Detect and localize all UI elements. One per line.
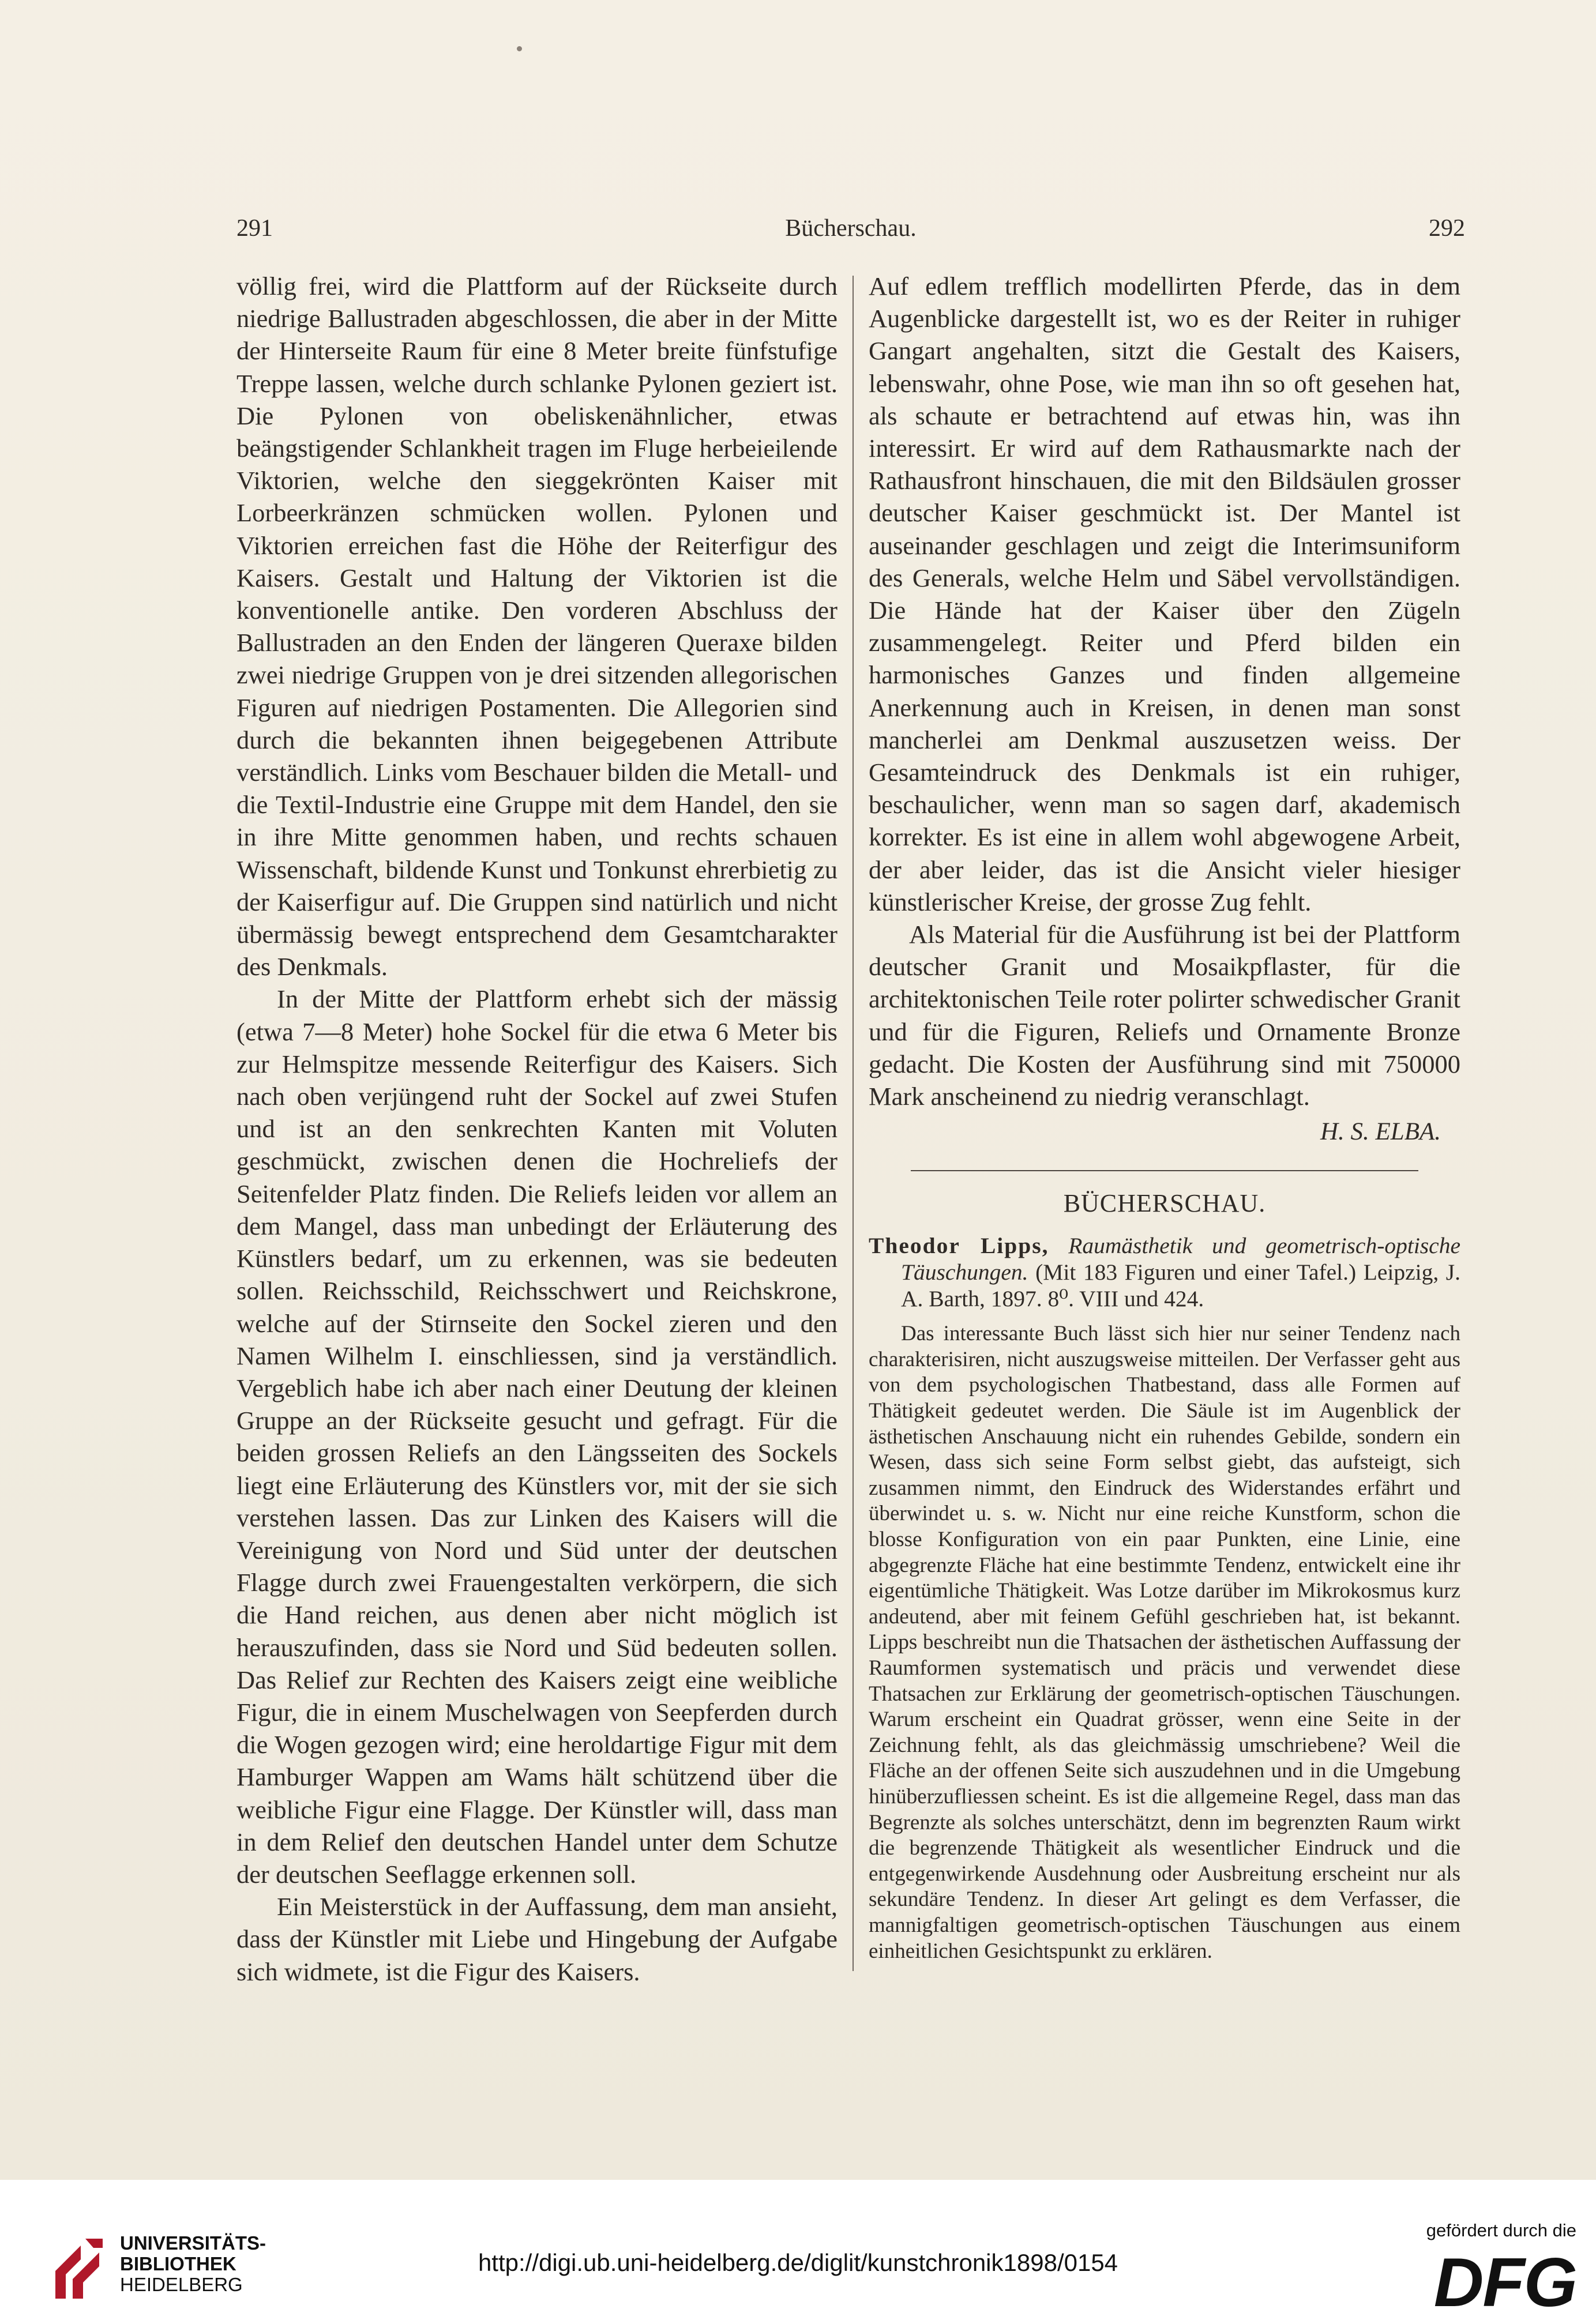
paragraph: Als Material für die Ausführung ist bei der Plattform deutscher Granit und Mosaikpflaster, für die architektonischen Teile roter polirter schwedischer Granit und für die Figuren, Reliefs und Ornamente Bronze gedacht. Die Kosten der Ausführung sind mit 750000 Mark anscheinend zu niedrig veranschlagt. [869,920,1460,1111]
running-title: Bücherschau. [785,215,917,242]
column-divider [853,276,854,1971]
book-details: (Mit 183 Figuren und einer Tafel.) Leipzig, J. A. Barth, 1897. 8⁰. VIII und 424. [901,1259,1461,1312]
paragraph: Ein Meisterstück in der Auffassung, dem man ansieht, dass der Künstler mit Liebe und Hingebung der Aufgabe sich widmete, ist die Figur des Kaisers. [236,1892,838,1986]
funding-caption: gefördert durch die [1426,2220,1576,2240]
right-column [869,270,1460,1964]
author-signature: H. S. ELBA. [1320,1118,1441,1146]
running-header [236,215,1465,255]
book-title: Raumästhetik und geometrisch-optische Täuschungen. [901,1233,1460,1285]
left-column [236,270,838,1988]
institution-name: UNIVERSITÄTS- BIBLIOTHEK HEIDELBERG [120,2232,266,2295]
dfg-logo: DFG [1433,2244,1576,2321]
footer-bar [0,2180,1596,2324]
page-number-left: 291 [236,215,273,242]
review-text: Das interessante Buch lässt sich hier nur seiner Tendenz nach charakterisiren, nicht auszugsweise mitteilen. Der Verfasser geht aus von dem psychologischen Thatbestand, dass alle Formen auf Thätigkeit gedeutet werden. Die Säule ist im Augenblick der ästhetischen Anschauung nicht ein ruhendes Gebilde, sondern ein Wesen, dass sich seine Form selbst giebt, das aufsteigt, sich zusammen nimmt, den Eindruck des Widerstandes erfährt und überwindet u. s. w. Nicht nur eine reiche Kunstform, schon die blosse Konfiguration von ein paar Punkten, eine Linie, eine abgegrenzte Fläche hat eine bestimmte Tendenz, entwickelt eine ihr eigentümliche Thätigkeit. Was Lotze darüber im Mikrokosmus kurz andeutend, aber mit feinem Gefühl geschrieben hat, ist bekannt. Lipps beschreibt nun die Thatsachen der ästhetischen Auffassung der Raumformen systematisch und präcis und verwendet diese Thatsachen zur Erklärung der geometrisch-optischen Täuschungen. Warum erscheint ein Quadrat grösser, wenn eine Seite in der Zeichnung fehlt, als das gleichmässig umschriebene? Weil die Fläche an der offenen Seite sich auszudehnen und in die Umgebung hinüberzufliessen scheint. Es ist die allgemeine Regel, dass man das Begrenzte als solches unterschätzt, denn im begrenzten Raum wirkt die begrenzende Thätigkeit als wesentlicher Eindruck und die entgegenwirkende Ausdehnung oder Ausbreitung erscheint nur als sekundäre Tendenz. In dieser Art gelingt es dem Verfasser, die mannigfaltigen geometrisch-optischen Täuschungen aus einem einheitlichen Gesichtspunkt zu erklären. [869,1322,1460,1963]
page-number-right: 292 [1429,215,1465,242]
paragraph: In der Mitte der Plattform erhebt sich der mässig (etwa 7—8 Meter) hohe Sockel für die etwa 6 Meter bis zur Helmspitze messende Reiterfigur des Kaisers. Sich nach oben verjüngend ruht der Sockel auf zwei Stufen und ist an den senkrechten Kanten mit Voluten geschmückt, zwischen denen die Hochreliefs der Seitenfelder Platz finden. Die Reliefs leiden vor allem an dem Mangel, dass man unbedingt der Erläuterung des Künstlers bedarf, um zu erkennen, was sie bedeuten sollen. Reichsschild, Reichsschwert und Reichskrone, welche auf der Stirnseite den Sockel zieren und den Namen Wilhelm I. einschliessen, sind ja verständlich. Vergeblich habe ich aber nach einer Deutung der kleinen Gruppe an der Rückseite gesucht und gefragt. Für die beiden grossen Reliefs an den Längsseiten des Sockels liegt eine Erläuterung des Künstlers vor, mit der sie sich verstehen lassen. Das zur Linken des Kaisers will die Vereinigung von Nord und Süd unter der deutschen Flagge durch zwei Frauengestalten verkörpern, die sich die Hand reichen, aus denen aber nicht möglich ist herauszufinden, dass sie Nord und Süd bedeuten sollen. Das Relief zur Rechten des Kaisers zeigt eine weibliche Figur, die in einem Muschelwagen von Seepferden durch die Wogen gezogen wird; eine heroldartige Figur mit dem Hamburger Wappen am Wams hält schützend über die weibliche Figur eine Flagge. Der Künstler will, dass man in dem Relief den deutschen Handel unter dem Schutze der deutschen Seeflagge erkennen soll. [236,984,838,1889]
book-reference [869,1232,1460,1312]
ink-speck [517,46,522,51]
paragraph: Auf edlem trefflich modellirten Pferde, das in dem Augenblicke dargestellt ist, wo es der Reiter in ruhiger Gangart angehalten, sitzt die Gestalt des Kaisers, lebenswahr, ohne Pose, wie man ihn so oft gesehen hat, als schaute er betrachtend auf etwas hin, was ihn interessirt. Er wird auf dem Rathausmarkte nach der Rathausfront hinschauen, die mit den Bildsäulen grosser deutscher Kaiser geschmückt ist. Der Mantel ist auseinander geschlagen und zeigt die Interimsuniform des Generals, welche Helm und Säbel vervollständigen. Die Hände hat der Kaiser über den Zügeln zusammengelegt. Reiter und Pferd bilden ein harmonisches Ganzes und finden allgemeine Anerkennung auch in Kreisen, in denen man sonst mancherlei am Denkmal auszusetzen weiss. Der Gesamteindruck des Denkmals ist ein ruhiger, beschaulicher, wenn man so sagen darf, akademisch korrekter. Es ist eine in allem wohl abgewogene Arbeit, der aber leider, das ist die Ansicht vieler hiesiger künstlerischer Kreise, der grosse Zug fehlt. [869,272,1460,916]
source-url-link[interactable]: http://digi.ub.uni-heidelberg.de/diglit/kunstchronik1898/0154 [478,2249,1118,2276]
paragraph: völlig frei, wird die Plattform auf der Rückseite durch niedrige Ballustraden abgeschlossen, die aber in der Mitte der Hinterseite Raum für eine 8 Meter breite fünfstufige Treppe lassen, welche durch schlanke Pylonen geziert ist. Die Pylonen von obeliskenähnlicher, etwas beängstigender Schlankheit tragen im Fluge herbeieilende Viktorien, welche den sieggekrönten Kaiser mit Lorbeerkränzen schmücken wollen. Pylonen und Viktorien erreichen fast die Höhe der Reiterfigur des Kaisers. Gestalt und Haltung der Viktorien ist die konventionelle antike. Den vorderen Abschluss der Ballustraden an den Enden der längeren Queraxe bilden zwei niedrige Gruppen von je drei sitzenden allegorischen Figuren auf niedrigen Postamenten. Die Allegorien sind durch die bekannten ihnen beigegebenen Attribute verständlich. Links vom Beschauer bilden die Metall- und die Textil-Industrie eine Gruppe mit dem Handel, den sie in ihre Mitte genommen haben, und rechts schauen Wissenschaft, bildende Kunst und Tonkunst ehrerbietig zu der Kaiserfigur auf. Die Gruppen sind natürlich und nicht übermässig bewegt entsprechend dem Gesamtcharakter des Denkmals. [236,272,838,982]
book-author: Theodor Lipps, [869,1233,1049,1259]
section-divider [911,1170,1418,1171]
section-title: BÜCHERSCHAU. [1063,1189,1266,1218]
